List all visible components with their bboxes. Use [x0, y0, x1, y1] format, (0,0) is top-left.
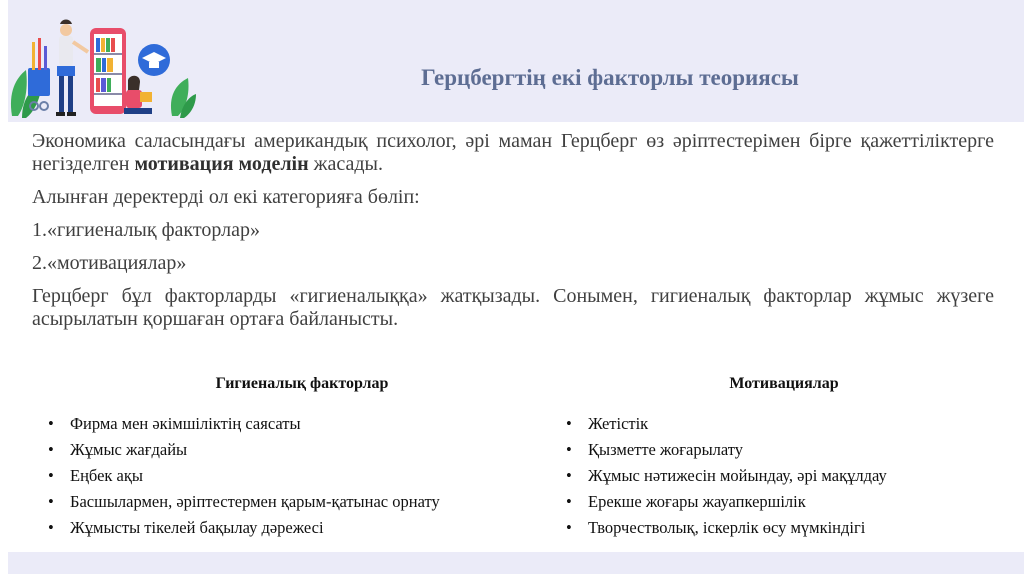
list-item-text: Жұмыс жағдайы: [70, 440, 188, 459]
list-item: [46, 437, 558, 463]
conclusion-paragraph: Герцберг бұл факторларды «гигиеналыққа» жатқызады. Сонымен, гигиеналық факторлар жұмыс жүзеге асырылатын қоршаған ортаға байланысты.: [32, 285, 994, 330]
category-1: 1.«гигиеналық факторлар»: [32, 219, 260, 241]
slide-title: Герцбергтің екі факторлы теориясы: [421, 65, 799, 90]
person-standing-icon: [56, 20, 88, 117]
list-item: [564, 489, 1004, 515]
list-item: [564, 515, 1004, 541]
hygiene-factors-column: [46, 373, 558, 541]
list-item-text: Творчестволық, іскерлік өсу мүмкіндігі: [588, 518, 866, 537]
hygiene-factors-heading: Гигиеналық факторлар: [215, 375, 389, 392]
bullet-icon: •: [566, 440, 572, 459]
list-item: [564, 437, 1004, 463]
bullet-icon: •: [566, 492, 572, 511]
category-2: 2.«мотивациялар»: [32, 252, 187, 274]
bullet-icon: •: [48, 492, 54, 511]
intro-text-start: Экономика саласындағы американдық психолог, әрі маман Герцберг өз әріптестерімен бірге қажеттіліктерге негізделген: [32, 130, 994, 175]
person-reading-icon: [124, 76, 152, 114]
bullet-icon: •: [566, 518, 572, 537]
list-item: [564, 463, 1004, 489]
hygiene-factors-list: [46, 411, 558, 541]
motivators-column: [564, 373, 1004, 541]
graduation-cap-icon: [138, 44, 170, 76]
bullet-icon: •: [566, 414, 572, 433]
list-item: [46, 515, 558, 541]
list-item-text: Еңбек ақы: [70, 466, 143, 485]
body-text: [32, 130, 994, 341]
list-item-text: Ерекше жоғары жауапкершілік: [588, 492, 806, 511]
motivators-list: [564, 411, 1004, 541]
list-item: [46, 489, 558, 515]
list-item-text: Жетістік: [588, 414, 649, 433]
leaf-right-icon: [171, 78, 196, 118]
intro-bold-term: мотивация моделін: [134, 153, 309, 175]
list-item-text: Жұмысты тікелей бақылау дәрежесі: [70, 518, 324, 537]
footer-band: [8, 552, 1024, 574]
education-illustration: [8, 8, 198, 120]
list-item: [46, 411, 558, 437]
bullet-icon: •: [48, 440, 54, 459]
list-item-text: Басшылармен, әріптестермен қарым-қатынас орнату: [70, 492, 440, 511]
motivators-heading: Мотивациялар: [729, 375, 839, 392]
intro-paragraph: [32, 130, 994, 176]
phone-bookshelf-icon: [90, 28, 126, 114]
list-item-text: Жұмыс нәтижесін мойындау, әрі мақұлдау: [588, 466, 887, 485]
intro-text-end: жасады.: [308, 153, 383, 175]
bullet-icon: •: [566, 466, 572, 485]
bullet-icon: •: [48, 466, 54, 485]
categories-paragraph: Алынған деректерді ол екі категорияға бөліп:: [32, 186, 420, 208]
bullet-icon: •: [48, 518, 54, 537]
list-item: [46, 463, 558, 489]
list-item: [564, 411, 1004, 437]
list-item-text: Фирма мен әкімшіліктің саясаты: [70, 414, 301, 433]
bullet-icon: •: [48, 414, 54, 433]
list-item-text: Қызметте жоғарылату: [588, 440, 744, 459]
pencil-cup-icon: [28, 38, 50, 96]
